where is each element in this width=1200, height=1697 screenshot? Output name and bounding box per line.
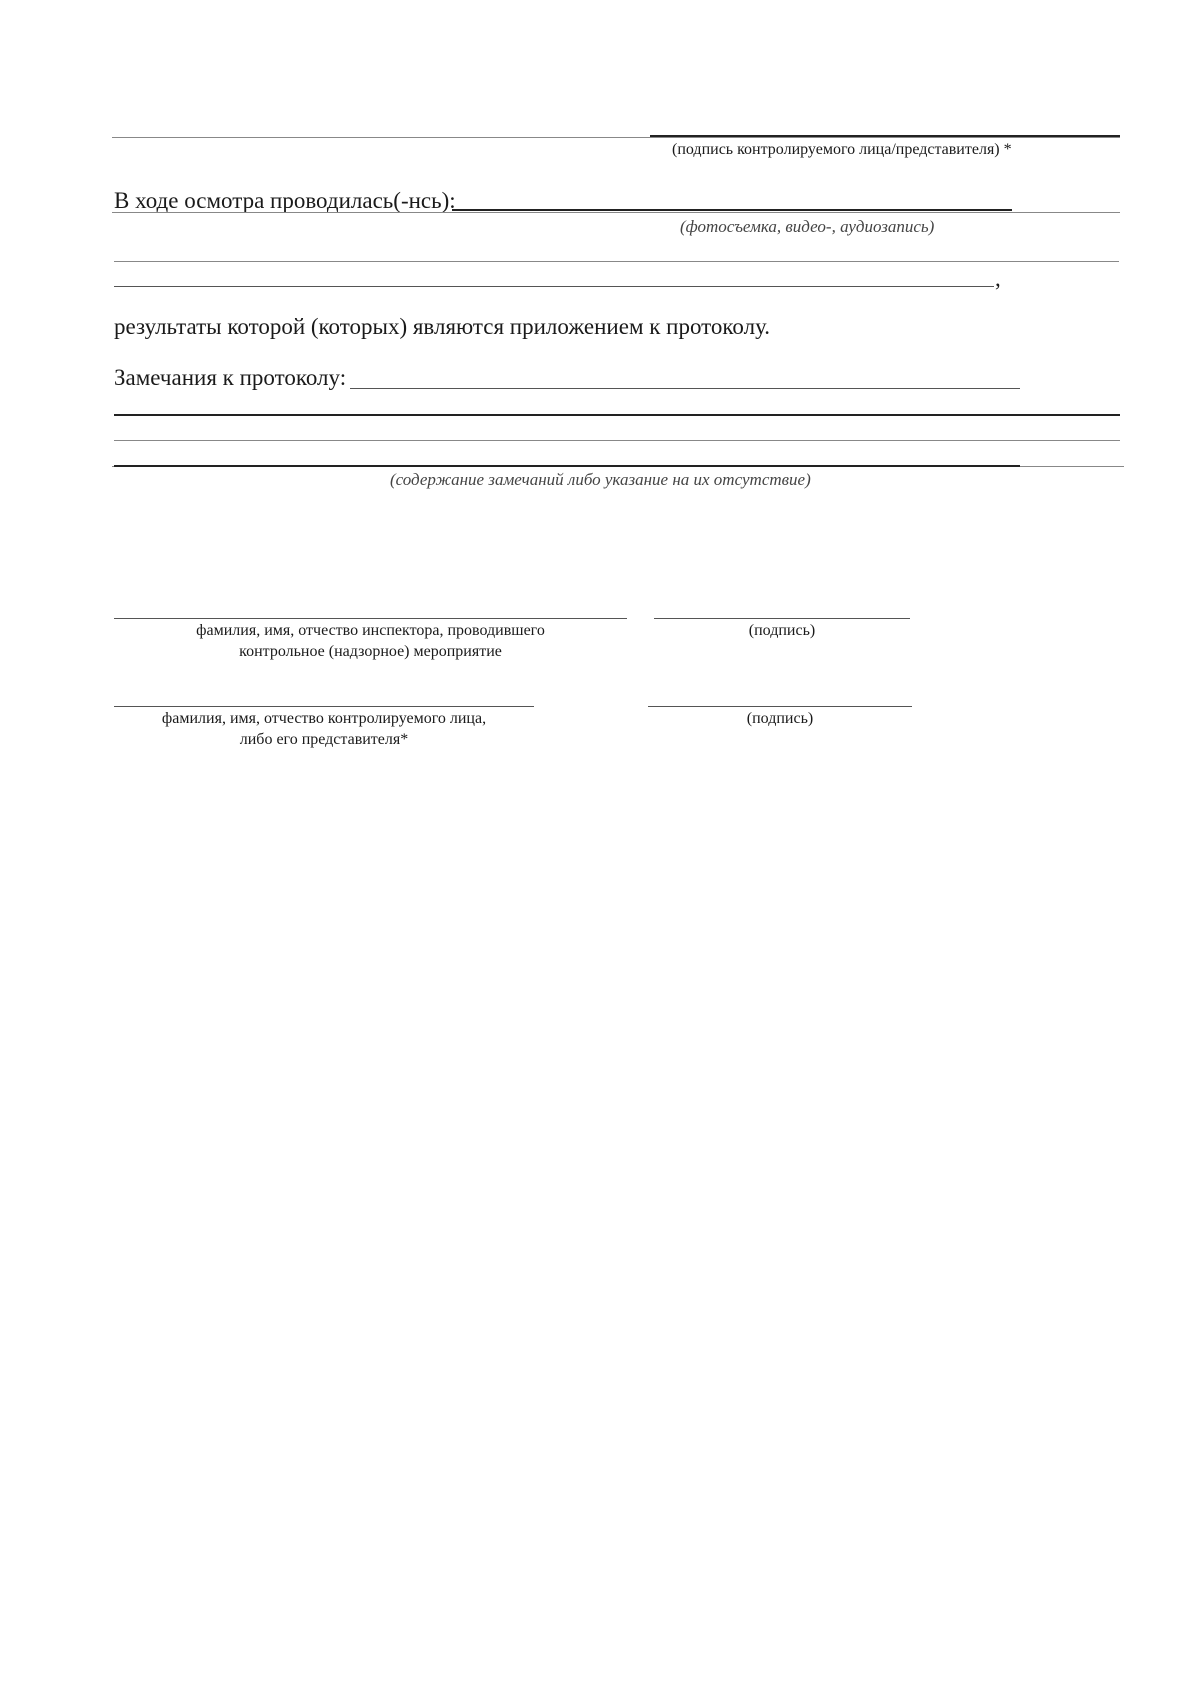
controlled-person-signature-line[interactable]: [648, 706, 912, 707]
controlled-person-caption-line1: фамилия, имя, отчество контролируемого лица,: [161, 710, 487, 727]
controlled-person-signature-caption: (подпись): [746, 710, 814, 727]
results-text: результаты которой (которых) являются приложением к протоколу.: [114, 314, 771, 339]
inspector-signature-caption: (подпись): [748, 622, 816, 639]
controlled-person-name-line[interactable]: [114, 706, 534, 707]
remarks-input-line[interactable]: [350, 388, 1020, 389]
remarks-line-2[interactable]: [114, 414, 1120, 416]
recording-label: В ходе осмотра проводилась(-нсь):: [114, 188, 456, 213]
remarks-line-4[interactable]: [114, 465, 1020, 467]
controlled-person-caption-line2: либо его представителя*: [239, 731, 409, 748]
inspector-caption-line1: фамилия, имя, отчество инспектора, проводившего: [196, 622, 545, 639]
remarks-label: Замечания к протоколу:: [114, 365, 347, 390]
recording-line-2[interactable]: [114, 261, 1119, 262]
recording-comma: ,: [995, 266, 1001, 291]
top-signature-line[interactable]: [650, 135, 1120, 137]
recording-line-3[interactable]: [114, 286, 994, 287]
recording-rule: [112, 212, 1120, 213]
remarks-line-3[interactable]: [114, 440, 1120, 441]
top-rule: [112, 137, 1120, 138]
remarks-hint: (содержание замечаний либо указание на их отсутствие): [390, 470, 811, 489]
inspector-signature-line[interactable]: [654, 618, 910, 619]
top-signature-caption: (подпись контролируемого лица/представителя) *: [672, 141, 1012, 158]
inspector-caption-line2: контрольное (надзорное) мероприятие: [239, 643, 502, 660]
inspector-name-line[interactable]: [114, 618, 627, 619]
recording-hint: (фотосъемка, видео-, аудиозапись): [680, 217, 935, 236]
recording-input-line[interactable]: [452, 209, 1012, 211]
